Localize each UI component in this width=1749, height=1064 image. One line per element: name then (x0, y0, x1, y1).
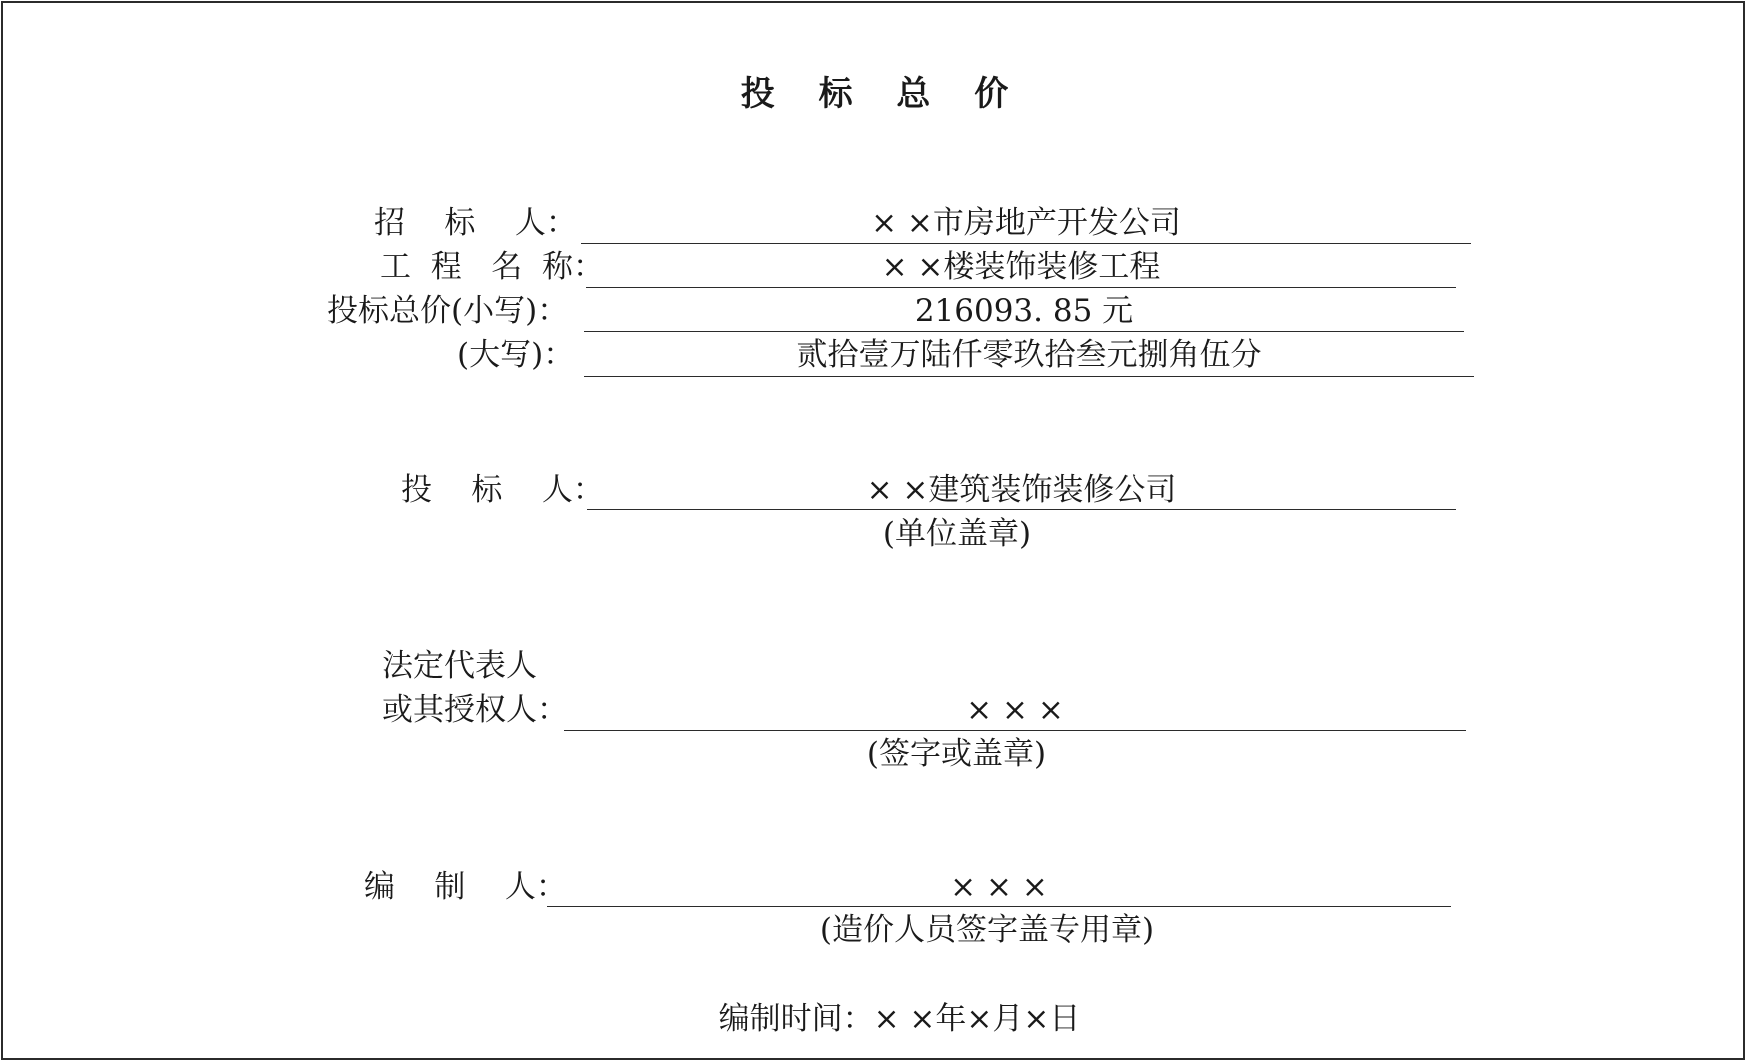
legal-rep-underline (564, 730, 1466, 731)
bidder-underline (587, 509, 1456, 510)
document-title: 投 标 总 价 (740, 74, 1025, 114)
tenderer-label: 招 标 人： (374, 205, 577, 241)
bidder-seal-note: (单位盖章) (882, 516, 1032, 552)
price-numeric-underline (584, 331, 1464, 332)
compile-time: 编制时间：× ×年×月×日 (718, 1001, 1081, 1037)
tenderer-underline (581, 243, 1471, 244)
bidder-value: × ×建筑装饰装修公司 (866, 472, 1177, 508)
compiler-value: × × × (950, 869, 1048, 905)
legal-rep-sign-note: (签字或盖章) (866, 736, 1047, 772)
compiler-seal-note: (造价人员签字盖专用章) (819, 912, 1155, 948)
tenderer-value: × ×市房地产开发公司 (871, 205, 1181, 241)
bidder-label: 投 标 人： (401, 472, 604, 508)
legal-rep-value: × × × (966, 692, 1064, 728)
price-words-underline (584, 376, 1474, 377)
legal-rep-label-line1: 法定代表人 (382, 648, 537, 684)
project-underline (586, 287, 1456, 288)
price-words-label: (大写)： (457, 337, 575, 373)
price-numeric-value: 216093. 85 元 (914, 293, 1134, 329)
price-words-value: 贰拾壹万陆仟零玖拾叁元捌角伍分 (796, 337, 1262, 373)
legal-rep-label-line2: 或其授权人： (382, 692, 568, 728)
project-label: 工 程 名 称： (380, 249, 604, 285)
compiler-underline (547, 906, 1451, 907)
project-value: × ×楼装饰装修工程 (881, 249, 1161, 285)
price-numeric-label: 投标总价(小写)： (327, 293, 569, 329)
compiler-label: 编 制 人： (364, 869, 567, 905)
